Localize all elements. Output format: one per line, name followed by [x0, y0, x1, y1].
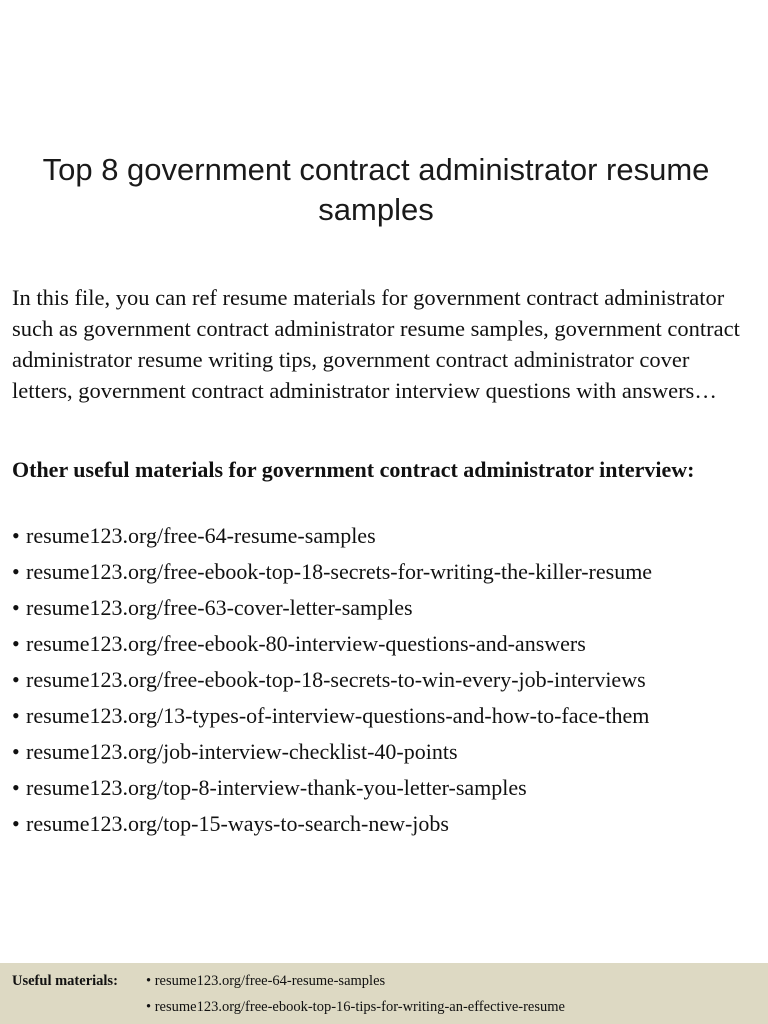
- footer-link[interactable]: resume123.org/free-64-resume-samples: [154, 973, 386, 989]
- material-link[interactable]: resume123.org/free-63-cover-letter-samples: [26, 595, 413, 620]
- list-item: [12, 806, 764, 842]
- footer-link[interactable]: resume123.org/free-ebook-top-16-tips-for-writing-an-effective-resume: [154, 999, 565, 1015]
- materials-link-list: [12, 518, 764, 842]
- list-item: [12, 698, 764, 734]
- bullet-icon: •: [12, 703, 20, 728]
- footer-list-item: [146, 999, 565, 1016]
- bullet-icon: •: [12, 595, 20, 620]
- bullet-icon: •: [146, 973, 152, 989]
- footer-label-separator: :: [113, 973, 118, 989]
- list-item: [12, 518, 764, 554]
- bullet-icon: •: [12, 739, 20, 764]
- bullet-icon: •: [12, 523, 20, 548]
- list-item: [12, 554, 764, 590]
- bullet-icon: •: [146, 999, 152, 1015]
- material-link[interactable]: resume123.org/top-15-ways-to-search-new-jobs: [26, 811, 449, 836]
- bullet-icon: •: [12, 631, 20, 656]
- material-link[interactable]: resume123.org/free-ebook-top-18-secrets-to-win-every-job-interviews: [26, 667, 646, 692]
- material-link[interactable]: resume123.org/top-8-interview-thank-you-letter-samples: [26, 775, 527, 800]
- list-item: [12, 590, 764, 626]
- bullet-icon: •: [12, 811, 20, 836]
- bullet-icon: •: [12, 775, 20, 800]
- intro-paragraph: In this file, you can ref resume materials for government contract administrator such as government contract administrator resume samples, government contract administrator resume writing tips, government contract administrator cover letters, government contract administrator interview questions with answers…: [12, 285, 740, 403]
- other-materials-heading: Other useful materials for government contract administrator interview:: [12, 457, 695, 482]
- footer-label: [12, 973, 118, 990]
- page-title: Top 8 government contract administrator resume samples: [42, 152, 710, 227]
- list-item: [12, 626, 764, 662]
- list-item: [12, 662, 764, 698]
- list-item: [12, 770, 764, 806]
- material-link[interactable]: resume123.org/free-64-resume-samples: [26, 523, 376, 548]
- material-link[interactable]: resume123.org/job-interview-checklist-40-points: [26, 739, 458, 764]
- material-link[interactable]: resume123.org/free-ebook-80-interview-questions-and-answers: [26, 631, 586, 656]
- footer-label-text: Useful materials: [12, 973, 114, 989]
- footer-list-item: [146, 973, 385, 990]
- list-item: [12, 734, 764, 770]
- bullet-icon: •: [12, 667, 20, 692]
- material-link[interactable]: resume123.org/free-ebook-top-18-secrets-for-writing-the-killer-resume: [26, 559, 653, 584]
- bullet-icon: •: [12, 559, 20, 584]
- material-link[interactable]: resume123.org/13-types-of-interview-questions-and-how-to-face-them: [26, 703, 650, 728]
- useful-materials-footer: [0, 963, 768, 1024]
